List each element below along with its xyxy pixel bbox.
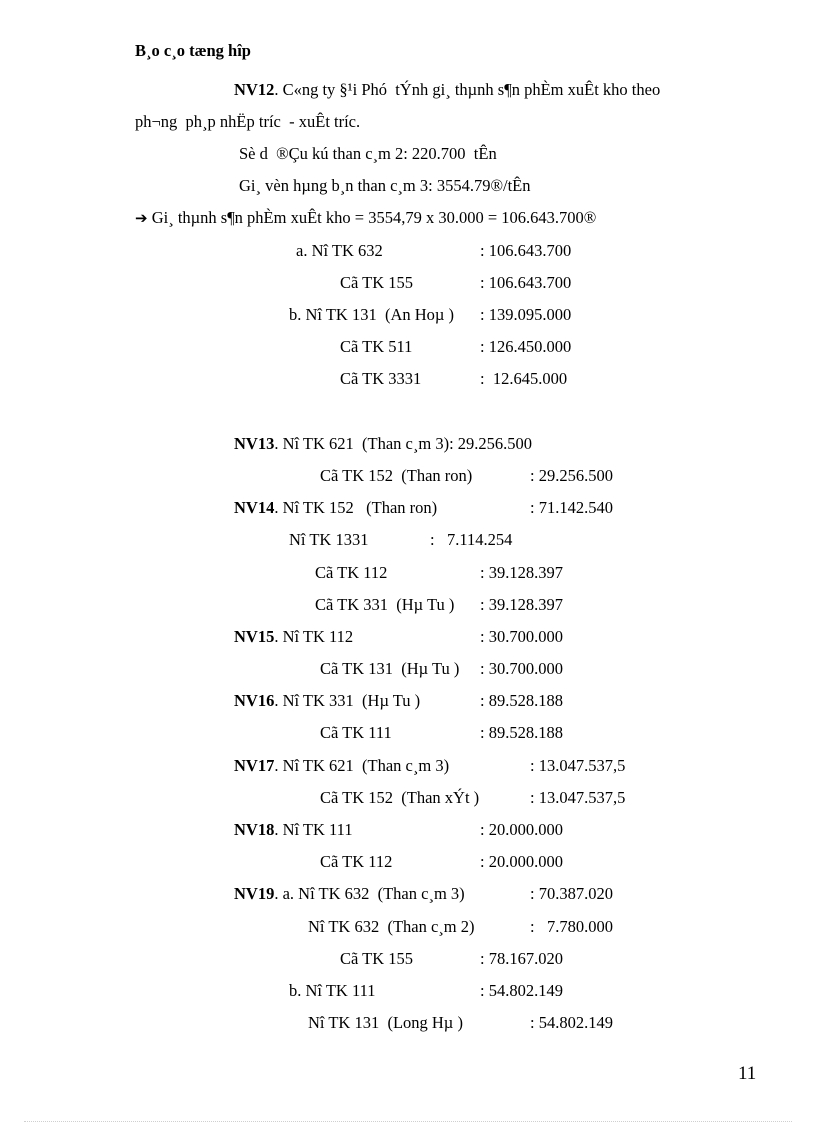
- nv12-entry-left: Cã TK 155: [340, 273, 414, 292]
- nv18-line-1-value: : 20.000.000: [480, 820, 563, 839]
- nv18-line-1-text: . Nî TK 111: [274, 820, 353, 839]
- nv16-line-2-left: Cã TK 111: [320, 723, 392, 742]
- nv12-entry-value: : 12.645.000: [480, 369, 568, 388]
- nv12-entry-value: : 106.643.700: [480, 273, 572, 292]
- nv16-label: NV16: [234, 691, 275, 710]
- nv12-entry-left: Cã TK 511: [340, 337, 413, 356]
- nv12-intro-line: [234, 80, 660, 100]
- nv14-line-1-value: : 71.142.540: [530, 498, 613, 517]
- footer-divider: [24, 1121, 792, 1122]
- nv13-line-2-value: : 29.256.500: [530, 466, 613, 485]
- nv19-line-2-value: : 7.780.000: [530, 917, 613, 936]
- nv14-label: NV14: [234, 498, 275, 517]
- nv17-line-1-value: : 13.047.537,5: [530, 756, 626, 775]
- nv12-entry-left: Cã TK 3331: [340, 369, 422, 388]
- nv19-line-3-left: Cã TK 155: [340, 949, 414, 968]
- nv18-label: NV18: [234, 820, 275, 839]
- nv14-line-3-value: : 39.128.397: [480, 563, 563, 582]
- nv19-line-1-text: . a. Nî TK 632 (Than c¸m 3): [274, 884, 465, 903]
- nv15-line-1-value: : 30.700.000: [480, 627, 563, 646]
- nv19-line-1-left: [234, 884, 465, 904]
- nv17-label: NV17: [234, 756, 275, 775]
- nv13-line-1: [234, 434, 532, 454]
- nv19-label: NV19: [234, 884, 275, 903]
- nv19-line-3-value: : 78.167.020: [480, 949, 563, 968]
- nv12-text-2: ph¬ng ph¸p nhËp tríc - xuÊt tríc.: [135, 112, 361, 131]
- nv19-line-4-left: b. Nî TK 111: [289, 981, 376, 1000]
- nv15-line-2-value: : 30.700.000: [480, 659, 563, 678]
- nv16-line-2-value: : 89.528.188: [480, 723, 563, 742]
- nv12-text-5: Gi¸ thµnh s¶n phÈm xuÊt kho = 3554,79 x 30.000 = 106.643.700®: [151, 208, 597, 227]
- nv13-line-2-left: Cã TK 152 (Than ron): [320, 466, 473, 485]
- right-arrow-icon: ➔: [135, 209, 148, 227]
- nv14-line-2-left: Nî TK 1331: [289, 530, 369, 549]
- nv12-text-1: . C«ng ty §¹i Phó tÝnh gi¸ thµnh s¶n phÈm xuÊt kho theo: [274, 80, 661, 99]
- nv12-entry-left: a. Nî TK 632: [296, 241, 383, 260]
- report-title: B¸o c¸o tæng hîp: [135, 41, 251, 60]
- nv12-entry-left: b. Nî TK 131 (An Hoµ ): [289, 305, 455, 324]
- nv15-line-2-left: Cã TK 131 (Hµ Tu ): [320, 659, 460, 678]
- nv12-label: NV12: [234, 80, 275, 99]
- nv14-line-4-left: Cã TK 331 (Hµ Tu ): [315, 595, 455, 614]
- nv12-entry-value: : 139.095.000: [480, 305, 572, 324]
- nv13-label: NV13: [234, 434, 275, 453]
- nv19-line-1-value: : 70.387.020: [530, 884, 613, 903]
- nv18-line-2-value: : 20.000.000: [480, 852, 563, 871]
- nv19-line-5-left: Nî TK 131 (Long Hµ ): [308, 1013, 463, 1032]
- nv17-line-2-value: : 13.047.537,5: [530, 788, 626, 807]
- nv17-line-2-left: Cã TK 152 (Than xÝt ): [320, 788, 480, 807]
- nv12-entry-value: : 126.450.000: [480, 337, 572, 356]
- nv14-line-3-left: Cã TK 112: [315, 563, 388, 582]
- nv13-line-1-text: . Nî TK 621 (Than c¸m 3): 29.256.500: [274, 434, 533, 453]
- nv19-line-5-value: : 54.802.149: [530, 1013, 613, 1032]
- nv19-line-4-value: : 54.802.149: [480, 981, 563, 1000]
- nv14-line-2-value: : 7.114.254: [430, 530, 513, 549]
- nv16-line-1-text: . Nî TK 331 (Hµ Tu ): [274, 691, 421, 710]
- page-number: 11: [738, 1063, 757, 1084]
- nv17-line-1-left: [234, 756, 449, 776]
- nv14-line-1-left: [234, 498, 437, 518]
- nv17-line-1-text: . Nî TK 621 (Than c¸m 3): [274, 756, 450, 775]
- nv18-line-2-left: Cã TK 112: [320, 852, 393, 871]
- nv12-text-3: Sè d ®Çu kú than c¸m 2: 220.700 tÊn: [239, 144, 497, 163]
- nv18-line-1-left: [234, 820, 353, 840]
- nv15-label: NV15: [234, 627, 275, 646]
- nv12-text-4: Gi¸ vèn hµng b¸n than c¸m 3: 3554.79®/tÊn: [239, 176, 531, 195]
- nv12-entry-value: : 106.643.700: [480, 241, 572, 260]
- nv12-result-line: [135, 208, 596, 228]
- nv19-line-2-left: Nî TK 632 (Than c¸m 2): [308, 917, 475, 936]
- nv14-line-4-value: : 39.128.397: [480, 595, 563, 614]
- nv14-line-1-text: . Nî TK 152 (Than ron): [274, 498, 438, 517]
- nv16-line-1-left: [234, 691, 420, 711]
- nv15-line-1-left: [234, 627, 353, 647]
- nv16-line-1-value: : 89.528.188: [480, 691, 563, 710]
- nv15-line-1-text: . Nî TK 112: [274, 627, 354, 646]
